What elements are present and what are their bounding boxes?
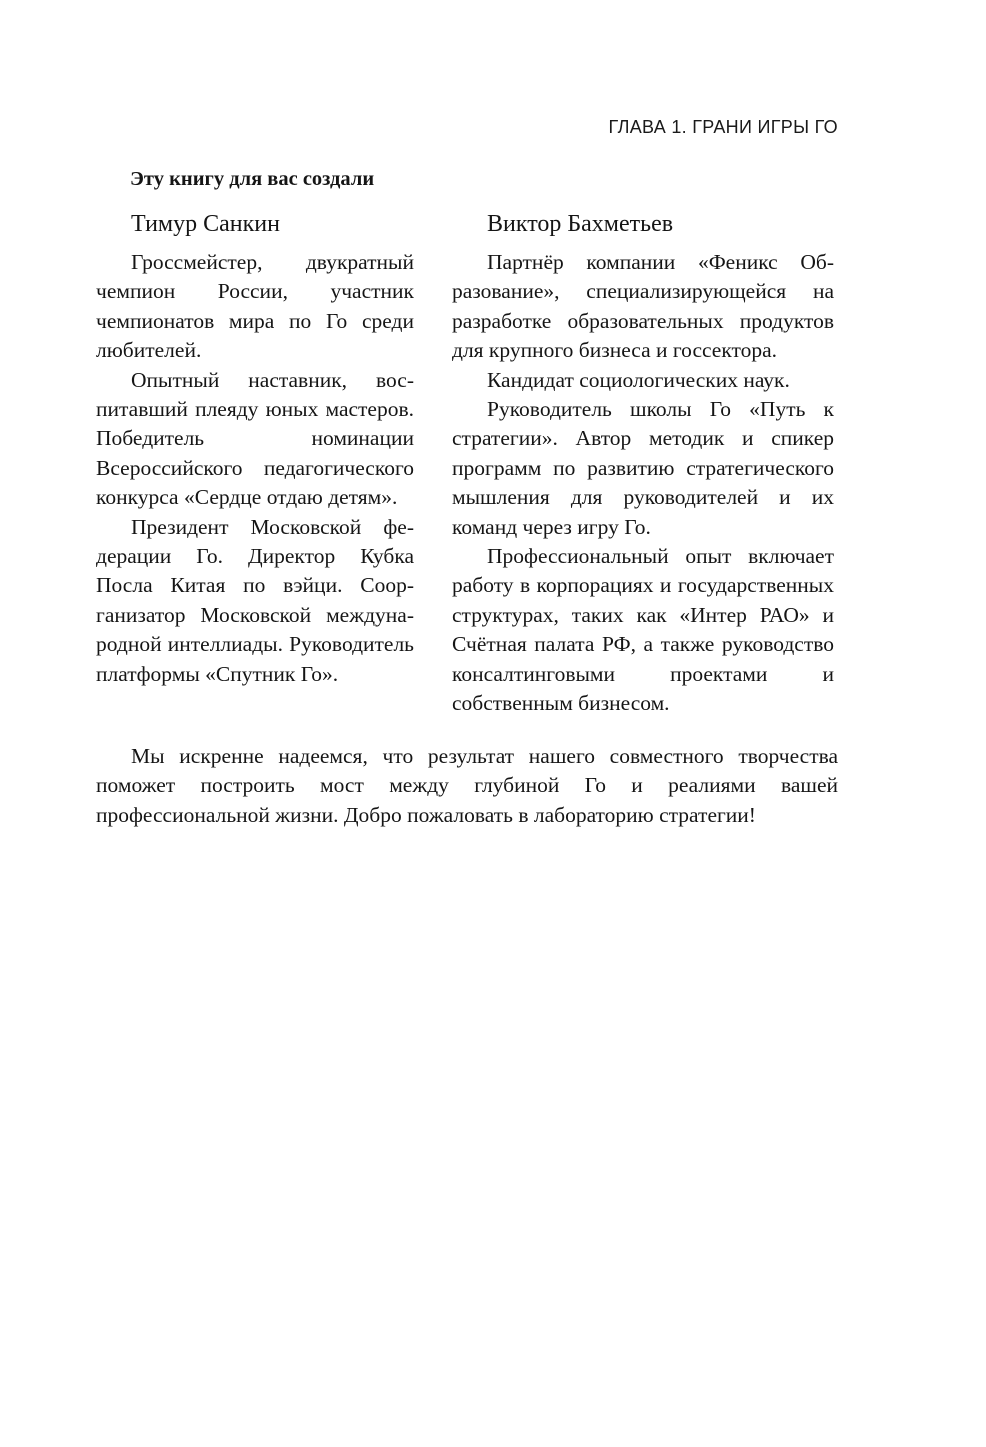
author-bio: [452, 248, 834, 719]
author-name: Тимур Санкин: [131, 211, 280, 237]
bio-paragraph: Гроссмейстер, двукратный чемпион России, участник чемпионатов мира по Го среди любителей.: [96, 250, 414, 363]
author-column-left: [96, 210, 414, 689]
bio-paragraph: Кандидат социологических наук.: [487, 367, 790, 392]
author-bio: [96, 248, 414, 689]
running-head: ГЛАВА 1. ГРАНИ ИГРЫ ГО: [608, 117, 838, 137]
closing-paragraph: Мы искренне надеемся, что результат нашего совместного творчества поможет построить мост между глубиной Го и реалиями вашей профессиональной жизни. Добро пожаловать в лабораторию стратегии!: [96, 744, 838, 827]
bio-paragraph: Руководитель школы Го «Путь к стратегии». Автор методик и спикер программ по развитию стратегического мышления для руководителей и их команд через игру Го.: [452, 397, 834, 539]
bio-paragraph: Опытный наставник, воспитавший плеяду юных мастеров. Победитель номинации Всероссийского педагогического конкурса «Сердце отдаю детям».: [96, 367, 414, 510]
bio-paragraph: Партнёр компании «Феникс Образование», специализирующейся на разработке образовательных продуктов для крупного бизнеса и госсектора.: [452, 250, 834, 363]
bio-paragraph: Профессиональный опыт включает работу в корпорациях и государственных структурах, таких как «Интер РАО» и Счётная палата РФ, а также руководство консалтинговыми проектами и собственным бизнесом.: [452, 544, 834, 716]
section-heading: Эту книгу для вас создали: [130, 168, 375, 190]
author-name: Виктор Бахметьев: [487, 211, 674, 237]
author-column-right: [452, 210, 834, 719]
bio-paragraph: Президент Московской федерации Го. Директор Кубка Посла Китая по вэйци. Соорганизатор Московской международной интеллиады. Руководитель платформы «Спутник Го».: [96, 514, 414, 686]
